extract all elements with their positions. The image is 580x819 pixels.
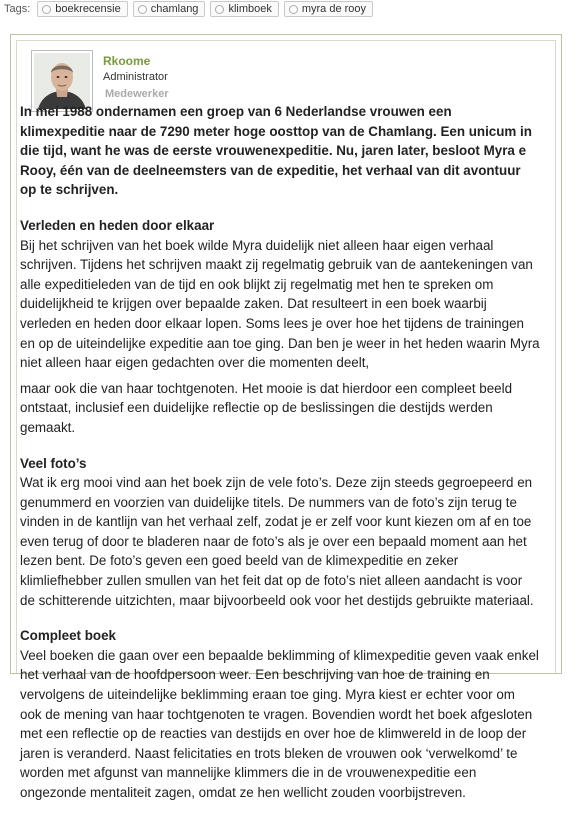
tag-label: boekrecensie [55, 3, 121, 15]
avatar-photo [34, 53, 90, 109]
tag-label: chamlang [150, 3, 199, 15]
tag-boekrecensie[interactable] [37, 1, 127, 17]
section-paragraph: Veel boeken die gaan over een bepaalde beklimming of klimexpeditie geven vaak enkel het verhaal van de hoofdpersoon weer. Een beschrijving van hoe de training en vervolgens de uiteindelijke beklimming eraan toe ging. Myra kiest er echter voor om ook de mening van haar tochtgenoten te vragen. Bovendien wordt het boek afgesloten met een reflectie op de reacties van destijds en over hoe de klimwereld in de loop der jaren is veranderd. Naast felicitaties en trots bleken de vrouwen ook ‘verwelkomd’ te worden met afgunst van mannelijke klimmers die in de vrouwenexpeditie een ongezonde mentaliteit zagen, omdat ze hen wellicht zouden voorbijstreven. [20, 647, 539, 800]
tag-icon [289, 5, 298, 14]
tag-label: klimboek [228, 3, 272, 15]
author-badge: Medewerker [105, 88, 169, 100]
tags-row [4, 0, 373, 18]
tag-myra-de-rooy[interactable] [284, 1, 373, 17]
author-name[interactable]: Rkoome [103, 54, 151, 68]
section-title: Compleet boek [20, 628, 116, 644]
tag-icon [215, 5, 224, 14]
section-title: Veel foto’s [20, 455, 87, 471]
section-paragraph: Bij het schrijven van het boek wilde Myra duidelijk niet alleen haar eigen verhaal schrijven. Tijdens het schrijven maakt zij regelmatig gebruik van de aantekeningen van alle expeditieleden van de tijd en ook blijkt zij regelmatig met hen te spreken om duidelijkheid te krijgen over bepaalde zaken. Dat resulteert in een boek waarbij verleden en heden door elkaar lopen. Soms lees je over hoe het tijdens de trainingen en op de uiteindelijke expeditie aan toe ging. Dan ben je weer in het heden waarin Myra niet alleen haar eigen gedachten over die momenten deelt, [20, 237, 540, 371]
tag-klimboek[interactable] [210, 1, 278, 17]
tag-icon [138, 5, 147, 14]
section-title: Verleden en heden door elkaar [20, 217, 215, 233]
tag-icon [42, 5, 51, 14]
tag-label: myra de rooy [301, 3, 367, 15]
section-paragraph: Wat ik erg mooi vind aan het boek zijn de vele foto’s. Deze zijn steeds gegroepeerd en genummerd en voorzien van duidelijke titels. De nummers van de foto’s zijn terug te vinden in de kantlijn van het verhaal zelf, zodat je er zelf voor kunt kiezen om af en toe even terug of door te bladeren naar de foto’s als je over een bepaald moment aan het lezen bent. De foto’s geven een goed beeld van de klimexpeditie en zeker klimliefhebber zullen smullen van het feit dat op de foto’s niet alleen aandacht is voor de schitterende uitzichten, maar bijvoorbeeld ook voor het destijds gebruikte materiaal. [20, 475, 534, 608]
section-paragraph: maar ook die van haar tochtgenoten. Het mooie is dat hierdoor een compleet beeld ontstaat, inclusief een duidelijke reflectie op de beslissingen die destijds werden gemaakt. [20, 380, 513, 435]
article-intro: In mei 1988 ondernamen een groep van 6 Nederlandse vrouwen een klimexpeditie naar de 7290 meter hoge oosttop van de Chamlang. Een unicum in die tijd, want he was de eerste vrouwenexpeditie. Nu, jaren later, besloot Myra e Rooy, één van de deelneemsters van de expeditie, het verhaal van dit avontuur op te schrijven. [20, 104, 532, 198]
tag-chamlang[interactable] [133, 1, 206, 17]
article-body [20, 102, 540, 819]
author-info [103, 54, 169, 100]
tags-label: Tags: [4, 3, 31, 15]
author-role: Administrator [103, 71, 168, 83]
